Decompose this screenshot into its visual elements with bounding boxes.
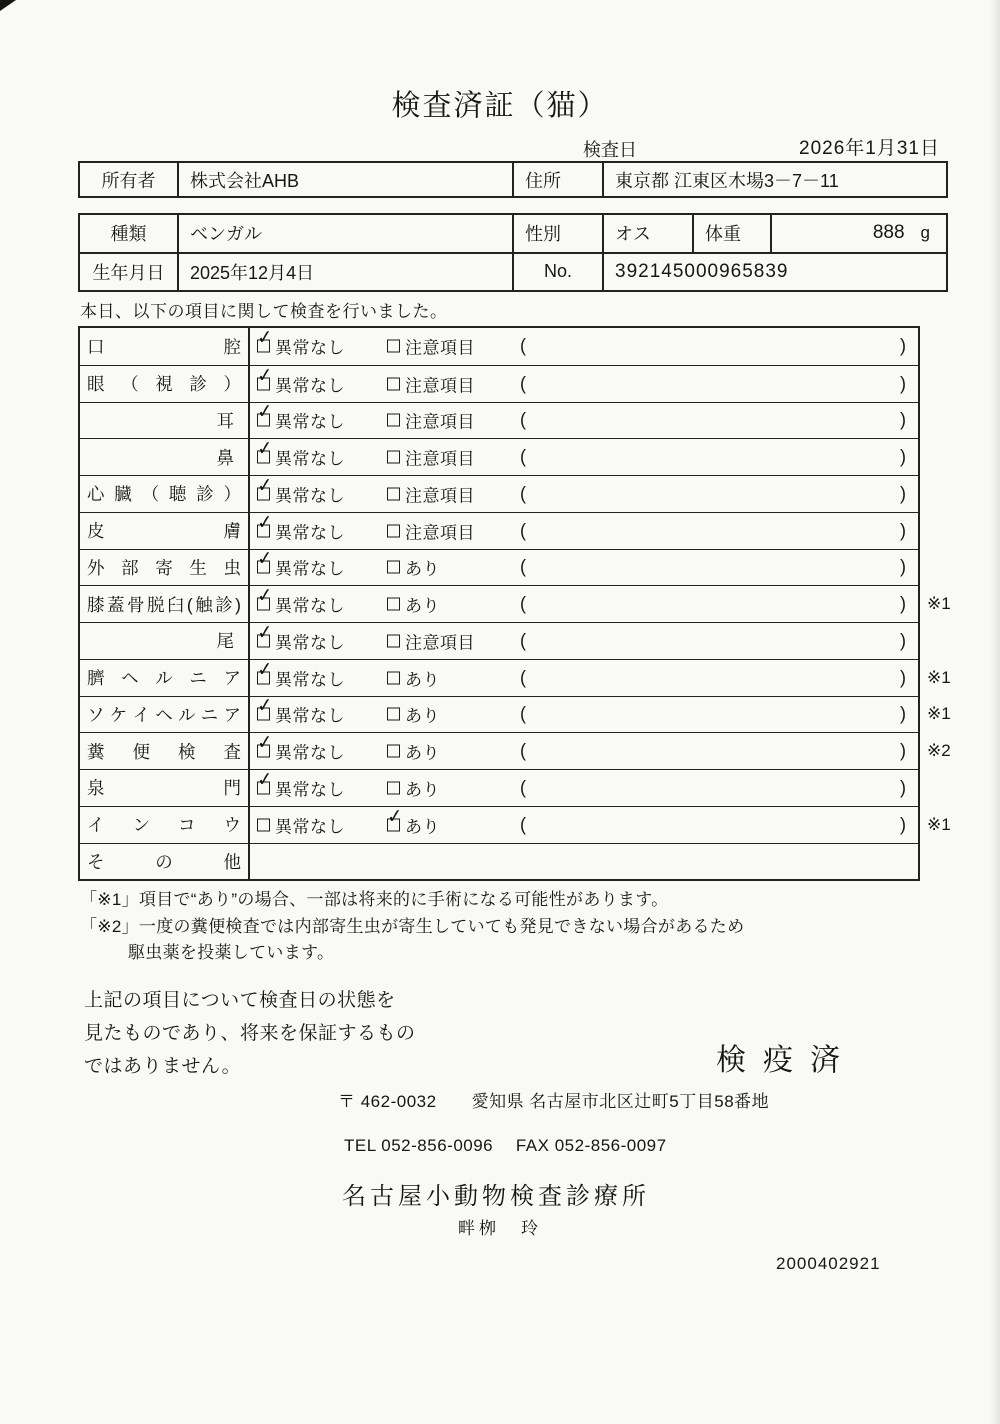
attention-option: [387, 702, 440, 727]
attention-checkbox: [387, 414, 400, 427]
normal-checkbox: [255, 621, 274, 647]
attention-checkbox: [387, 781, 400, 794]
attention-checkbox: [387, 524, 400, 537]
remarks-paren-open: (: [520, 446, 526, 467]
check-mark-icon: ✓: [255, 584, 274, 608]
exam-item-label: 臍 ヘ ル ニ ア: [87, 668, 241, 689]
exam-row: [80, 769, 918, 806]
exam-row: [80, 402, 918, 439]
exam-item-label: 皮 膚: [87, 521, 241, 542]
normal-option: [255, 695, 345, 727]
normal-checkbox: [255, 731, 274, 758]
intro-text: 本日、以下の項目に関して検査を行いました。: [80, 302, 448, 321]
attention-checkbox-label: 注意項目: [405, 338, 475, 358]
exam-result-cell: [250, 328, 918, 365]
exam-item-cell: [80, 733, 250, 769]
attention-checkbox-label: 注意項目: [405, 376, 475, 396]
exam-item-label: そ の 他: [87, 851, 241, 872]
normal-option: [255, 474, 345, 506]
normal-option: [257, 812, 345, 837]
exam-result-cell: [250, 586, 918, 622]
exam-row: [80, 805, 951, 843]
sex-label: 性別: [512, 215, 602, 252]
remarks-paren-close: ): [900, 740, 906, 761]
normal-checkbox: [255, 695, 274, 721]
remarks-paren-open: (: [520, 593, 526, 614]
pet-info-row-1: [80, 215, 946, 252]
attention-checkbox-label: 注意項目: [405, 412, 475, 432]
exam-result-cell: [250, 403, 918, 439]
check-mark-icon: ✓: [255, 621, 274, 645]
exam-row: [80, 328, 918, 365]
exam-item-cell: [80, 623, 250, 659]
remarks-paren-close: ): [900, 446, 906, 467]
disclaimer-line-1: 上記の項目について検査日の状態を: [84, 990, 396, 1011]
sex-value: オス: [602, 215, 692, 252]
normal-checkbox-label: 異常なし: [275, 670, 345, 690]
exam-item-cell: [80, 660, 250, 696]
exam-result-cell: [250, 807, 918, 843]
check-mark-icon: ✓: [255, 364, 274, 387]
normal-option: [255, 364, 345, 396]
attention-checkbox-label: 注意項目: [405, 486, 475, 506]
remarks-paren-open: (: [520, 703, 526, 724]
attention-checkbox: [387, 598, 400, 611]
exam-result-cell: [250, 476, 918, 512]
normal-checkbox-label: 異常なし: [275, 412, 345, 432]
attention-option: [387, 408, 475, 433]
remarks-paren-close: ): [900, 593, 906, 614]
remarks-paren-close: ): [900, 667, 906, 688]
exam-item-label: 糞 便 検 査: [87, 741, 241, 762]
normal-checkbox: [255, 511, 274, 537]
footnote-2: 「※2」一度の糞便検査では内部寄生虫が寄生していても発見できない場合があるため: [80, 917, 745, 936]
normal-checkbox-label: 異常なし: [275, 449, 345, 469]
exam-row: [80, 731, 951, 769]
attention-checkbox-label: 注意項目: [405, 633, 475, 653]
exam-result-cell: [250, 439, 918, 475]
remarks-paren-open: (: [520, 409, 526, 430]
exam-result-cell: [250, 770, 918, 806]
check-mark-icon: ✓: [255, 695, 274, 718]
attention-checkbox: [387, 340, 400, 353]
normal-option: [255, 731, 345, 764]
attention-checkbox-label: あり: [405, 780, 440, 800]
exam-item-cell: [80, 844, 250, 880]
clinic-tel-fax: TEL 052-856-0096 FAX 052-856-0097: [344, 1136, 667, 1155]
exam-item-label: 心 臓 （ 聴 診 ）: [87, 484, 241, 505]
exam-table: [78, 326, 951, 881]
exam-item-cell: [80, 697, 250, 733]
exam-item-label: 耳: [216, 410, 234, 431]
attention-option: [387, 555, 440, 580]
weight-unit: g: [920, 223, 930, 243]
remarks-paren-close: ): [900, 373, 906, 394]
exam-item-label: 膝蓋骨脱臼(触診): [87, 594, 241, 615]
birthdate-label: 生年月日: [92, 262, 165, 283]
exam-item-cell: [80, 439, 250, 475]
normal-option: [255, 401, 345, 433]
attention-checkbox-label: あり: [405, 706, 440, 726]
exam-item-label: イ ン コ ウ: [87, 815, 241, 836]
remarks-paren-open: (: [520, 740, 526, 761]
attention-option: [387, 371, 475, 396]
id-value: 392145000965839: [602, 254, 946, 291]
attention-option: [387, 334, 475, 359]
exam-item-label: 口 腔: [87, 336, 241, 357]
exam-item-label: 鼻: [216, 447, 234, 468]
exam-row: [80, 622, 918, 659]
row-footnote-ref: ※1: [927, 667, 951, 687]
normal-option: [255, 511, 345, 543]
check-mark-icon: ✓: [255, 768, 274, 792]
inspection-date-label: 検査日: [583, 140, 637, 160]
remarks-paren-open: (: [520, 520, 526, 541]
attention-option: [387, 739, 440, 764]
attention-checkbox-label: あり: [405, 743, 440, 763]
attention-option: [387, 481, 475, 506]
clinic-name: 名古屋小動物検査診療所: [342, 1183, 650, 1210]
exam-row: [80, 365, 918, 402]
normal-checkbox: [257, 818, 270, 831]
check-mark-icon: ✓: [255, 401, 274, 424]
exam-item-cell: [80, 328, 250, 365]
normal-option: [255, 658, 345, 690]
exam-item-label: ソ ケ イ ヘ ル ニ ア: [87, 704, 241, 725]
check-mark-icon: ✓: [255, 437, 274, 461]
normal-checkbox-label: 異常なし: [275, 780, 345, 800]
normal-checkbox: [255, 437, 274, 464]
normal-option: [255, 768, 345, 800]
normal-checkbox-label: 異常なし: [275, 523, 345, 543]
exam-row: [80, 658, 951, 696]
owner-label: 所有者: [101, 170, 156, 191]
remarks-paren-close: ): [900, 483, 906, 504]
attention-option: [387, 592, 440, 617]
exam-result-cell: [250, 550, 918, 586]
exam-item-cell: [80, 586, 250, 622]
normal-checkbox: [255, 327, 274, 353]
id-label: No.: [512, 254, 602, 291]
disclaimer-line-3: ではありません。: [84, 1056, 242, 1077]
exam-item-cell: [80, 476, 250, 512]
pet-info-table: [78, 213, 948, 292]
row-footnote-ref: ※2: [927, 741, 951, 761]
normal-checkbox-label: 異常なし: [275, 559, 345, 579]
normal-checkbox: [255, 548, 274, 574]
check-mark-icon: ✓: [255, 548, 274, 571]
normal-checkbox: [255, 364, 274, 390]
exam-item-label: 泉 門: [87, 778, 241, 799]
exam-row: [80, 843, 918, 880]
normal-option: [255, 548, 345, 580]
normal-checkbox-label: 異常なし: [275, 596, 345, 616]
row-footnote-ref: ※1: [927, 594, 951, 614]
attention-checkbox: [387, 745, 400, 758]
quarantine-passed-stamp: 検疫済: [716, 1044, 857, 1077]
exam-row: [80, 438, 918, 475]
check-mark-icon: ✓: [385, 805, 404, 828]
normal-checkbox-label: 異常なし: [275, 376, 345, 396]
attention-option: [385, 805, 440, 837]
exam-result-cell: [250, 660, 918, 696]
remarks-paren-open: (: [520, 777, 526, 798]
attention-checkbox: [387, 708, 400, 721]
remarks-paren-open: (: [520, 630, 526, 651]
attention-option: [387, 665, 440, 690]
owner-table: [78, 161, 948, 198]
attention-checkbox: [387, 487, 400, 500]
remarks-paren-close: ): [900, 409, 906, 430]
remarks-paren-open: (: [520, 667, 526, 688]
attention-checkbox-label: あり: [405, 596, 440, 616]
attention-option: [387, 775, 440, 800]
check-mark-icon: ✓: [255, 511, 274, 534]
inspection-date-value: 2026年1月31日: [799, 138, 940, 159]
normal-option: [255, 621, 345, 653]
attention-checkbox-label: 注意項目: [405, 523, 475, 543]
scan-edge-shadow: [990, 0, 1000, 1424]
exam-result-cell: [250, 697, 918, 733]
exam-item-cell: [80, 366, 250, 402]
remarks-paren-close: ): [900, 520, 906, 541]
attention-option: [387, 518, 475, 543]
remarks-paren-close: ): [900, 814, 906, 835]
clinic-address: 〒 462-0032 愛知県 名古屋市北区辻町5丁目58番地: [338, 1092, 770, 1111]
remarks-paren-close: ): [900, 335, 906, 356]
normal-checkbox: [255, 401, 274, 427]
address-label: 住所: [512, 163, 602, 196]
exam-item-cell: [80, 513, 250, 549]
normal-option: [255, 437, 345, 470]
footnote-2-continued: 駆虫薬を投薬しています。: [128, 943, 335, 962]
normal-checkbox-label: 異常なし: [275, 743, 345, 763]
weight-value: 888: [872, 222, 905, 244]
normal-checkbox: [255, 658, 274, 684]
disclaimer-line-2: 見たものであり、将来を保証するもの: [84, 1023, 416, 1044]
attention-checkbox: [387, 561, 400, 574]
attention-checkbox: [387, 451, 400, 464]
address-value: 東京都 江東区木場3－7－11: [602, 163, 946, 196]
breed-label: 種類: [110, 224, 147, 245]
exam-item-cell: [80, 770, 250, 806]
owner-value: 株式会社AHB: [177, 163, 512, 196]
remarks-paren-close: ): [900, 777, 906, 798]
weight-label: 体重: [692, 215, 770, 252]
normal-checkbox-label: 異常なし: [275, 706, 345, 726]
weight-value-cell: [770, 215, 946, 252]
birthdate-value: 2025年12月4日: [177, 254, 512, 291]
attention-checkbox-label: あり: [405, 670, 440, 690]
disclaimer-text: [84, 984, 416, 1083]
scan-corner-artifact: [0, 0, 16, 11]
exam-row: [80, 549, 918, 586]
row-footnote-ref: ※1: [927, 814, 951, 834]
check-mark-icon: ✓: [255, 658, 274, 681]
remarks-paren-open: (: [520, 483, 526, 504]
check-mark-icon: ✓: [255, 327, 274, 350]
exam-result-cell: [250, 623, 918, 659]
exam-result-cell: [250, 733, 918, 769]
exam-item-label: 外 部 寄 生 虫: [87, 557, 241, 578]
remarks-paren-close: ): [900, 703, 906, 724]
normal-option: [255, 584, 345, 617]
remarks-paren-open: (: [520, 814, 526, 835]
exam-result-cell: [250, 366, 918, 402]
remarks-paren-open: (: [520, 335, 526, 356]
footnote-1: 「※1」項目で“あり”の場合、一部は将来的に手術になる可能性があります。: [80, 890, 669, 909]
remarks-paren-open: (: [520, 556, 526, 577]
normal-option: [255, 327, 345, 359]
check-mark-icon: ✓: [255, 474, 274, 498]
exam-item-label: 眼 （ 視 診 ）: [87, 374, 241, 395]
exam-item-cell: [80, 807, 250, 843]
exam-row: [80, 695, 951, 733]
exam-row: [80, 512, 918, 549]
normal-checkbox-label: 異常なし: [275, 633, 345, 653]
normal-checkbox-label: 異常なし: [275, 486, 345, 506]
exam-item-label: 尾: [216, 631, 234, 652]
breed-value: ベンガル: [177, 215, 512, 252]
document-title: 検査済証（猫）: [391, 90, 609, 122]
remarks-paren-close: ): [900, 630, 906, 651]
attention-checkbox-label: あり: [405, 817, 440, 837]
normal-checkbox-label: 異常なし: [275, 338, 345, 358]
serial-number: 2000402921: [776, 1254, 881, 1273]
pet-info-row-2: [80, 252, 946, 291]
exam-result-cell: [250, 844, 918, 880]
normal-checkbox: [255, 474, 274, 500]
attention-checkbox-label: 注意項目: [405, 449, 475, 469]
remarks-paren-open: (: [520, 373, 526, 394]
attention-checkbox: [385, 805, 404, 831]
exam-item-cell: [80, 403, 250, 439]
attention-option: [387, 445, 475, 470]
row-footnote-ref: ※1: [927, 704, 951, 724]
exam-item-cell: [80, 550, 250, 586]
veterinarian-name: 畔栁 玲: [458, 1219, 542, 1238]
normal-checkbox: [255, 584, 274, 611]
attention-option: [387, 628, 475, 653]
exam-row: [80, 475, 918, 512]
attention-checkbox: [387, 377, 400, 390]
normal-checkbox: [255, 768, 274, 794]
owner-table-row: [80, 163, 946, 196]
attention-checkbox: [387, 671, 400, 684]
exam-row: [80, 584, 951, 622]
remarks-paren-close: ): [900, 556, 906, 577]
attention-checkbox-label: あり: [405, 559, 440, 579]
normal-checkbox-label: 異常なし: [275, 817, 345, 837]
check-mark-icon: ✓: [255, 731, 274, 755]
exam-result-cell: [250, 513, 918, 549]
attention-checkbox: [387, 634, 400, 647]
